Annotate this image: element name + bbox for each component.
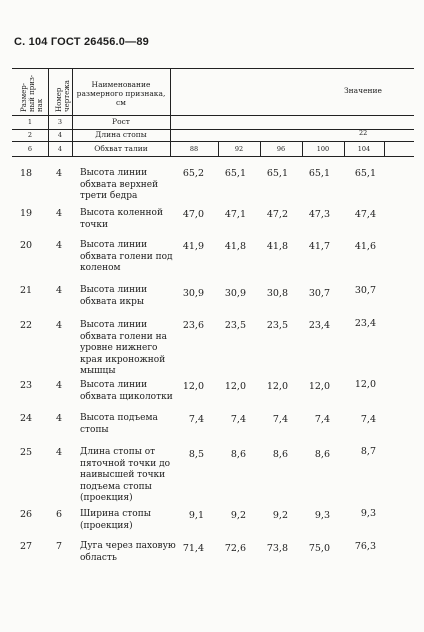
header-row-3-col2: 4 bbox=[57, 145, 63, 153]
header-row-1-col2: 3 bbox=[57, 118, 63, 126]
row-val: 72,6 bbox=[224, 543, 246, 554]
row-val: 41,8 bbox=[266, 241, 288, 252]
row-no: 27 bbox=[20, 541, 33, 552]
row-desc: Высота линии обхвата голени на уровне нижнего края икроножной мышцы bbox=[80, 320, 167, 376]
row-drawing: 6 bbox=[56, 509, 63, 520]
row-drawing: 4 bbox=[56, 413, 63, 424]
row-val: 41,9 bbox=[182, 241, 204, 252]
waist-92: 92 bbox=[234, 145, 244, 153]
row-val: 41,8 bbox=[224, 241, 246, 252]
row-val: 9,2 bbox=[230, 510, 246, 521]
row-desc: Ширина стопы (проекция) bbox=[80, 509, 151, 531]
row-val: 9,3 bbox=[360, 508, 376, 519]
col-header-value: Значение bbox=[344, 86, 382, 95]
row-val: 23,4 bbox=[354, 318, 376, 329]
row-desc: Высота подъема стопы bbox=[80, 413, 158, 435]
row-val: 47,0 bbox=[182, 209, 204, 220]
row-no: 24 bbox=[20, 413, 33, 424]
row-val: 9,3 bbox=[314, 510, 330, 521]
row-val: 8,6 bbox=[272, 449, 288, 460]
col-header-drawing: Номер чертежа bbox=[55, 80, 71, 112]
row-drawing: 4 bbox=[56, 320, 63, 331]
page-header: С. 104 ГОСТ 26456.0—89 bbox=[14, 36, 149, 48]
row-drawing: 4 bbox=[56, 285, 63, 296]
row-val: 71,4 bbox=[182, 543, 204, 554]
row-val: 12,0 bbox=[266, 381, 288, 392]
header-row-1-col1: 1 bbox=[27, 118, 33, 126]
header-row-3-col1: 6 bbox=[27, 145, 33, 153]
row-val: 7,4 bbox=[314, 414, 330, 425]
row-val: 65,1 bbox=[266, 168, 288, 179]
waist-96: 96 bbox=[276, 145, 286, 153]
row-val: 47,1 bbox=[224, 209, 246, 220]
waist-88: 88 bbox=[189, 145, 199, 153]
row-val: 65,1 bbox=[354, 168, 376, 179]
row-desc: Высота линии обхвата щиколотки bbox=[80, 380, 173, 402]
row-val: 8,6 bbox=[314, 449, 330, 460]
row-val: 41,6 bbox=[354, 241, 376, 252]
row-val: 23,5 bbox=[266, 320, 288, 331]
row-drawing: 4 bbox=[56, 240, 63, 251]
row-val: 65,1 bbox=[308, 168, 330, 179]
row-desc: Длина стопы от пяточной точки до наивысшей точки подъема стопы (проекция) bbox=[80, 447, 171, 503]
row-val: 30,7 bbox=[354, 285, 376, 296]
row-no: 22 bbox=[20, 320, 33, 331]
row-val: 9,2 bbox=[272, 510, 288, 521]
row-val: 23,6 bbox=[182, 320, 204, 331]
waist-104: 104 bbox=[357, 145, 371, 153]
row-drawing: 4 bbox=[56, 208, 63, 219]
row-desc: Дуга через паховую область bbox=[80, 541, 176, 563]
row-val: 12,0 bbox=[308, 381, 330, 392]
row-val: 12,0 bbox=[182, 381, 204, 392]
col-header-name: Наименование размерного признака, см bbox=[76, 80, 166, 107]
row-drawing: 7 bbox=[56, 541, 63, 552]
col-header-size-feature: Размер-ный приз-нак bbox=[20, 74, 44, 112]
header-row-3-name: Обхват талии bbox=[94, 144, 148, 153]
row-val: 75,0 bbox=[308, 543, 330, 554]
row-no: 19 bbox=[20, 208, 33, 219]
row-val: 65,1 bbox=[224, 168, 246, 179]
row-drawing: 4 bbox=[56, 380, 63, 391]
row-val: 7,4 bbox=[230, 414, 246, 425]
row-val: 76,3 bbox=[354, 541, 376, 552]
row-no: 21 bbox=[20, 285, 33, 296]
header-row-2-name: Длина стопы bbox=[95, 130, 147, 139]
row-val: 7,4 bbox=[188, 414, 204, 425]
header-row-2-value: 22 bbox=[359, 129, 368, 137]
row-val: 9,1 bbox=[188, 510, 204, 521]
row-no: 25 bbox=[20, 447, 33, 458]
row-desc: Высота линии обхвата икры bbox=[80, 285, 148, 307]
row-no: 18 bbox=[20, 168, 33, 179]
row-val: 8,7 bbox=[360, 446, 376, 457]
row-val: 30,7 bbox=[308, 288, 330, 299]
row-no: 26 bbox=[20, 509, 33, 520]
row-val: 47,3 bbox=[308, 209, 330, 220]
row-desc: Высота линии обхвата верхней трети бедра bbox=[80, 168, 159, 201]
row-val: 23,5 bbox=[224, 320, 246, 331]
row-no: 23 bbox=[20, 380, 33, 391]
row-val: 65,2 bbox=[182, 168, 204, 179]
row-val: 41,7 bbox=[308, 241, 330, 252]
row-no: 20 bbox=[20, 240, 33, 251]
row-desc: Высота линии обхвата голени под коленом bbox=[80, 240, 173, 273]
row-drawing: 4 bbox=[56, 168, 63, 179]
header-row-2-col1: 2 bbox=[27, 131, 33, 139]
row-drawing: 4 bbox=[56, 447, 63, 458]
waist-100: 100 bbox=[316, 145, 330, 153]
row-val: 12,0 bbox=[354, 379, 376, 390]
header-row-1-name: Рост bbox=[112, 117, 130, 126]
header-row-2-col2: 4 bbox=[57, 131, 63, 139]
row-val: 7,4 bbox=[272, 414, 288, 425]
row-val: 8,5 bbox=[188, 449, 204, 460]
row-desc: Высота коленной точки bbox=[80, 208, 163, 230]
row-val: 12,0 bbox=[224, 381, 246, 392]
row-val: 47,2 bbox=[266, 209, 288, 220]
row-val: 30,9 bbox=[224, 288, 246, 299]
row-val: 23,4 bbox=[308, 320, 330, 331]
row-val: 47,4 bbox=[354, 209, 376, 220]
row-val: 7,4 bbox=[360, 414, 376, 425]
row-val: 73,8 bbox=[266, 543, 288, 554]
row-val: 30,9 bbox=[182, 288, 204, 299]
row-val: 8,6 bbox=[230, 449, 246, 460]
row-val: 30,8 bbox=[266, 288, 288, 299]
